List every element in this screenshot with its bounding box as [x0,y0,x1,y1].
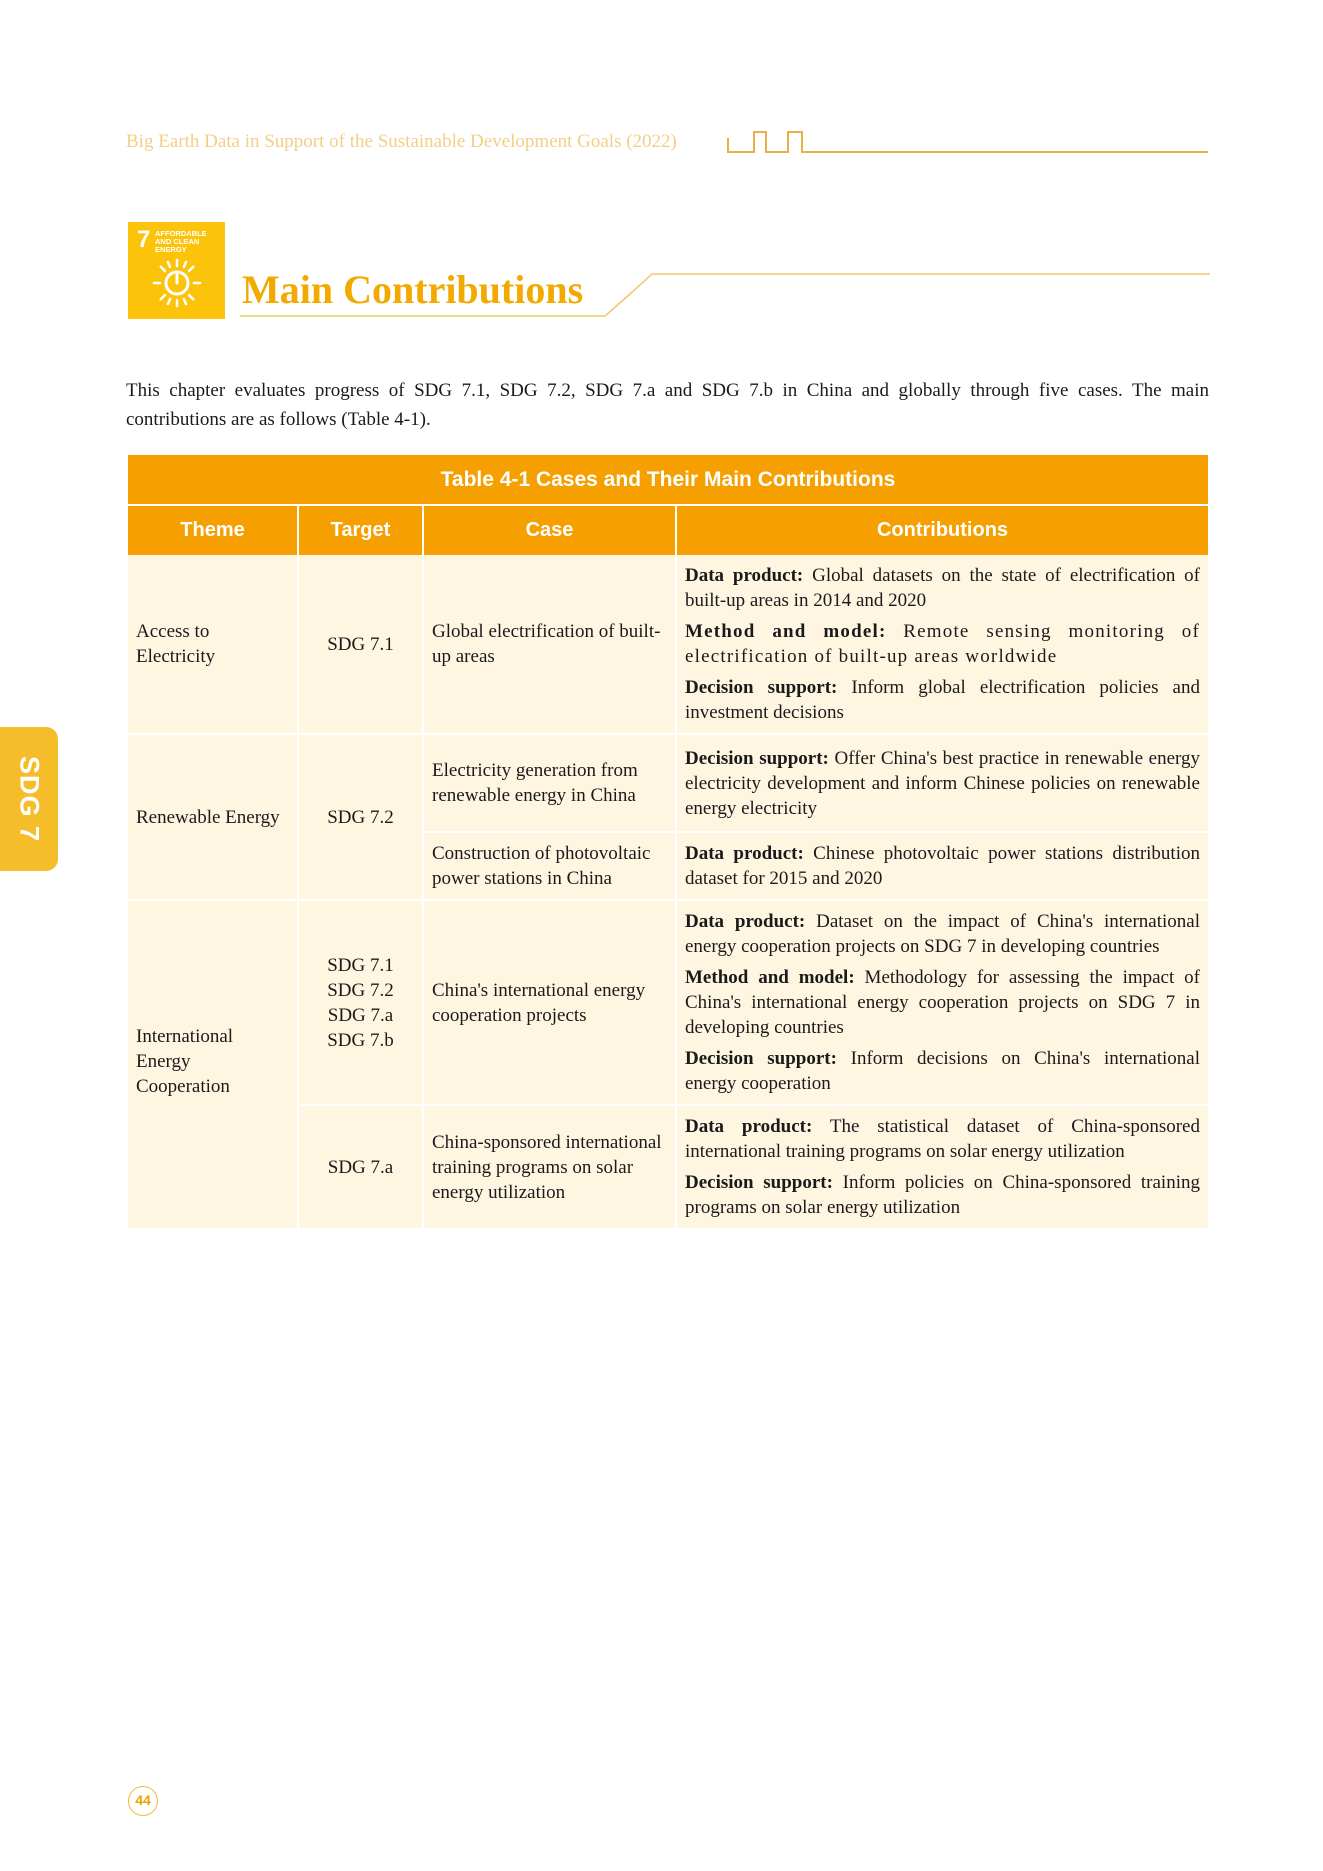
contribution-label: Decision support: [685,1172,833,1193]
contribution-text: Dataset on the impact of China's international energy cooperation projects on SDG 7 in developing countries [685,911,1200,957]
running-header-title: Big Earth Data in Support of the Sustainable Development Goals (2022) [126,131,677,152]
header-contributions: Contributions [676,505,1208,555]
table-row [128,900,1208,1105]
contribution-text: Inform global electrification policies and investment decisions [685,677,1200,723]
theme-cell: International Energy Cooperation [128,900,298,1229]
contribution-text: Remote sensing monitoring of electrification of built-up areas worldwide [685,621,1201,667]
table-row [128,555,1208,734]
contributions-cell [676,734,1208,832]
contribution-label: Method and model: [685,621,887,642]
intro-paragraph: This chapter evaluates progress of SDG 7.1, SDG 7.2, SDG 7.a and SDG 7.b in China and globally through five cases. The main contributions are as follows (Table 4-1). [126,380,1209,430]
case-cell: China's international energy cooperation projects [423,900,676,1105]
theme-cell: Renewable Energy [128,734,298,900]
contribution-label: Data product: [685,565,804,586]
side-tab-label: SDG 7 [14,755,45,843]
contribution-item [685,965,1200,1040]
contributions-table [128,455,1208,1230]
target-cell: SDG 7.1 [298,555,423,734]
contribution-label: Data product: [685,843,804,864]
page-number: 44 [128,1786,158,1816]
case-cell: Construction of photovoltaic power stations in China [423,832,676,900]
contribution-item [685,1046,1200,1096]
header-theme: Theme [128,505,298,555]
contribution-item [685,1170,1200,1220]
header-target: Target [298,505,423,555]
contribution-label: Data product: [685,1116,813,1137]
contributions-cell [676,900,1208,1105]
badge-label: AFFORDABLE AND CLEAN ENERGY [155,229,207,254]
contribution-text: Chinese photovoltaic power stations distribution dataset for 2015 and 2020 [685,843,1200,889]
contributions-cell [676,1105,1208,1229]
case-cell: Electricity generation from renewable energy in China [423,734,676,832]
contribution-item [685,619,1200,669]
sun-power-icon [150,256,204,310]
contribution-text: The statistical dataset of China-sponsored international training programs on solar energy utilization [685,1116,1200,1162]
contributions-cell [676,555,1208,734]
contribution-text: Inform policies on China-sponsored training programs on solar energy utilization [685,1172,1200,1218]
case-cell: Global electrification of built-up areas [423,555,676,734]
target-cell: SDG 7.1 SDG 7.2 SDG 7.a SDG 7.b [298,900,423,1105]
contribution-text: Offer China's best practice in renewable energy electricity development and inform Chinese policies on renewable energy electricity [685,747,1200,819]
contribution-label: Data product: [685,911,806,932]
running-header [126,128,1208,156]
target-cell: SDG 7.a [298,1105,423,1229]
header-case: Case [423,505,676,555]
contribution-item [685,909,1200,959]
contribution-text: Methodology for assessing the impact of China's international energy cooperation projects on SDG 7 in developing countries [685,967,1200,1038]
table-header-row [128,505,1208,555]
badge-number: 7 [137,226,151,253]
case-cell: China-sponsored international training programs on solar energy utilization [423,1105,676,1229]
theme-cell: Access to Electricity [128,555,298,734]
contribution-label: Method and model: [685,967,855,988]
contribution-text: Global datasets on the state of electrification of built-up areas in 2014 and 2020 [685,565,1200,611]
contribution-label: Decision support: [685,1048,837,1069]
header-decoration-line [726,128,1208,156]
sdg-side-tab [0,727,58,871]
target-cell: SDG 7.2 [298,734,423,900]
table-caption: Table 4-1 Cases and Their Main Contributions [128,455,1208,505]
contribution-item [685,675,1200,725]
contributions-cell [676,832,1208,900]
table-row [128,734,1208,832]
contribution-item [685,1114,1200,1164]
contribution-label: Decision support: [685,677,838,698]
contribution-label: Decision support: [685,747,829,769]
contribution-text: Inform decisions on China's international energy cooperation [685,1048,1200,1094]
sdg-7-badge [128,222,225,319]
contribution-item [685,563,1200,613]
contribution-item [685,841,1200,891]
contribution-item [685,746,1200,821]
section-title: Main Contributions [242,267,584,312]
